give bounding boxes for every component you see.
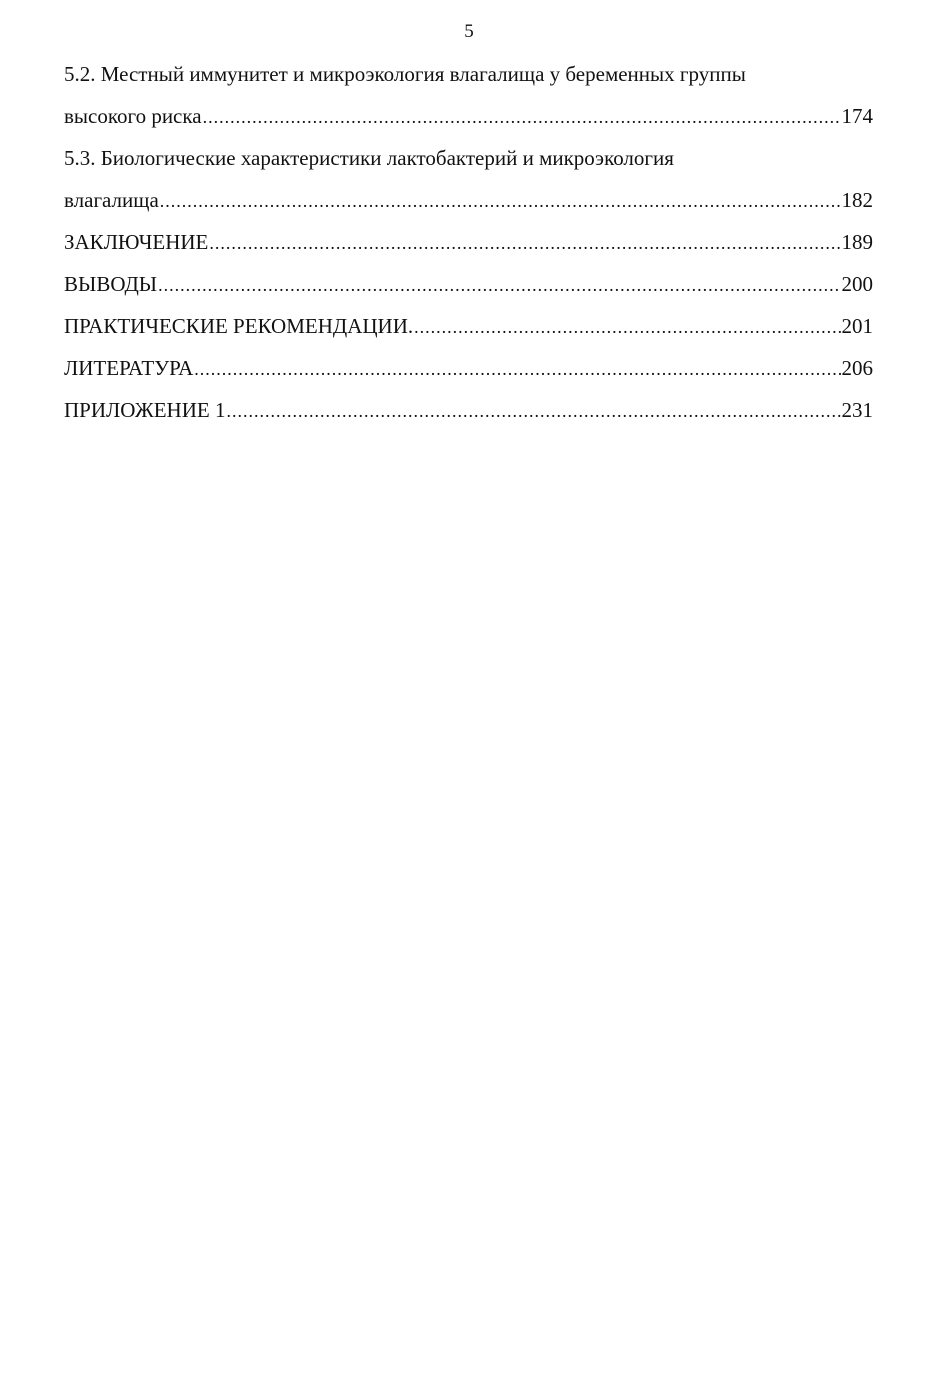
- toc-entry-title: 5.2. Местный иммунитет и микроэкология влагалища у беременных группы: [64, 62, 746, 86]
- dot-leader: [160, 180, 841, 222]
- dot-leader: [414, 306, 840, 348]
- toc-page-number: 201: [841, 314, 873, 338]
- toc-page-number: 189: [841, 230, 873, 254]
- toc-entry-title: ПРИЛОЖЕНИЕ 1: [64, 398, 226, 422]
- dot-leader: [194, 348, 840, 390]
- toc-entry-5-2-line-1: [64, 53, 873, 95]
- toc-page-number: 200: [841, 272, 873, 296]
- toc-entry-literature: [64, 347, 873, 389]
- toc-page-number: 182: [841, 188, 873, 212]
- toc-entry-title: ЗАКЛЮЧЕНИЕ: [64, 230, 209, 254]
- dot-leader: [226, 390, 840, 432]
- toc-entry-appendix-1: [64, 389, 873, 431]
- table-of-contents: [64, 53, 873, 431]
- toc-page-number: 231: [841, 398, 873, 422]
- dot-leader: [203, 96, 841, 138]
- toc-entry-title: 5.3. Биологические характеристики лактобактерий и микроэкология: [64, 146, 674, 170]
- page-number: 5: [464, 21, 474, 42]
- dot-leader: [158, 264, 840, 306]
- toc-entry-5-3-line-1: [64, 137, 873, 179]
- toc-entry-findings: [64, 263, 873, 305]
- toc-entry-title: ПРАКТИЧЕСКИЕ РЕКОМЕНДАЦИИ.: [64, 314, 414, 338]
- toc-page-number: 206: [841, 356, 873, 380]
- dot-leader: [209, 222, 840, 264]
- toc-entry-5-3-line-2: [64, 179, 873, 221]
- toc-entry-title: высокого риска: [64, 104, 202, 128]
- toc-entry-title: ЛИТЕРАТУРА: [64, 356, 194, 380]
- toc-entry-title: влагалища: [64, 188, 159, 212]
- toc-entry-5-2-line-2: [64, 95, 873, 137]
- toc-entry-conclusion: [64, 221, 873, 263]
- toc-entry-recommendations: [64, 305, 873, 347]
- toc-page-number: 174: [841, 104, 873, 128]
- toc-entry-title: ВЫВОДЫ: [64, 272, 158, 296]
